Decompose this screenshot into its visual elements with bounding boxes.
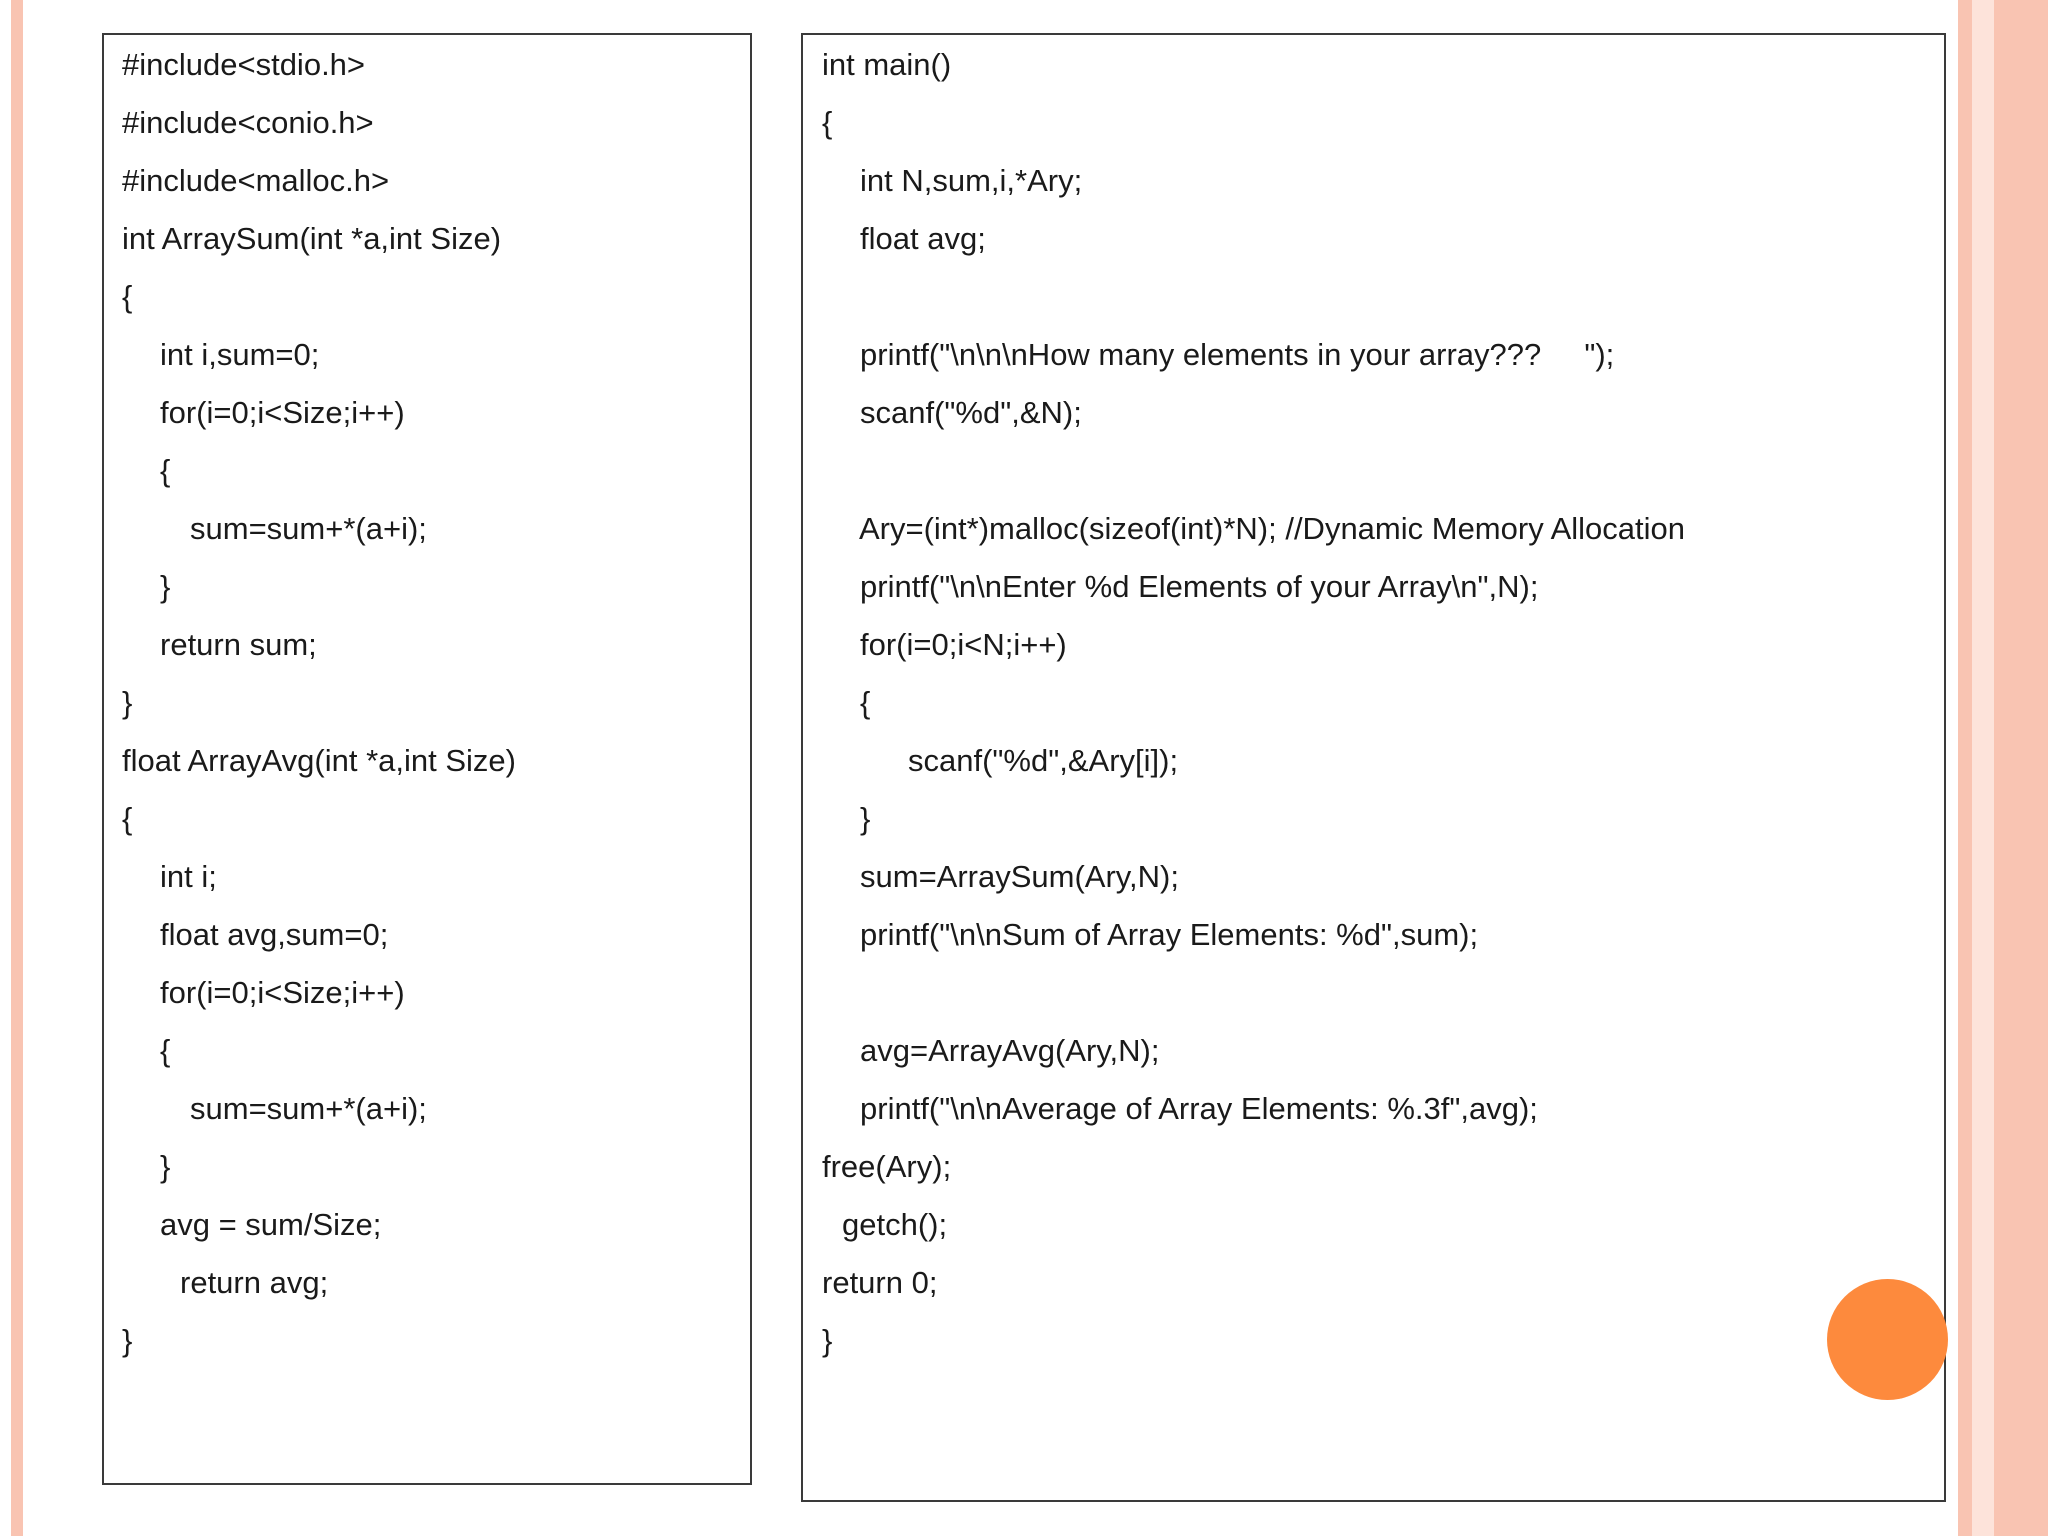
- right-decorative-stripe-edge: [1994, 0, 2048, 1536]
- code-line: printf("\n\nEnter %d Elements of your Array\n",N);: [860, 569, 1539, 604]
- code-line: printf("\n\nAverage of Array Elements: %.3f",avg);: [860, 1091, 1538, 1126]
- left-decorative-stripe: [11, 0, 23, 1536]
- code-line: avg = sum/Size;: [160, 1207, 382, 1242]
- code-line: int N,sum,i,*Ary;: [860, 163, 1083, 198]
- code-line: avg=ArrayAvg(Ary,N);: [860, 1033, 1160, 1068]
- code-line: for(i=0;i<Size;i++): [160, 975, 405, 1010]
- code-line: }: [122, 685, 133, 720]
- code-line: return sum;: [160, 627, 317, 662]
- code-line: int i;: [160, 859, 217, 894]
- code-line: free(Ary);: [822, 1149, 952, 1184]
- code-line: return 0;: [822, 1265, 938, 1300]
- code-line: #include<stdio.h>: [122, 47, 366, 82]
- code-line: #include<malloc.h>: [122, 163, 390, 198]
- code-line: int i,sum=0;: [160, 337, 320, 372]
- code-line: }: [122, 1323, 133, 1358]
- right-decorative-stripe-inner: [1972, 0, 1994, 1536]
- orange-accent-circle: [1827, 1279, 1948, 1400]
- code-line: }: [160, 569, 171, 604]
- code-line: float avg;: [860, 221, 986, 256]
- code-line: {: [122, 279, 133, 314]
- code-line: {: [160, 453, 171, 488]
- code-line: #include<conio.h>: [122, 105, 374, 140]
- code-line: float avg,sum=0;: [160, 917, 389, 952]
- code-line: getch();: [842, 1207, 948, 1242]
- code-line: return avg;: [180, 1265, 329, 1300]
- code-line: scanf("%d",&Ary[i]);: [908, 743, 1179, 778]
- code-line: Ary=(int*)malloc(sizeof(int)*N); //Dynamic Memory Allocation: [859, 511, 1686, 546]
- right-decorative-stripe-outer: [1958, 0, 1972, 1536]
- code-line: sum=sum+*(a+i);: [190, 1091, 427, 1126]
- code-line: for(i=0;i<N;i++): [860, 627, 1067, 662]
- code-line: {: [160, 1033, 171, 1068]
- code-line: int main(): [822, 47, 952, 82]
- code-line: {: [822, 105, 833, 140]
- code-line: for(i=0;i<Size;i++): [160, 395, 405, 430]
- code-line: float ArrayAvg(int *a,int Size): [122, 743, 516, 778]
- code-line: printf("\n\n\nHow many elements in your array??? ");: [860, 337, 1615, 372]
- code-line: scanf("%d",&N);: [860, 395, 1082, 430]
- code-line: }: [822, 1323, 833, 1358]
- code-line: {: [860, 685, 871, 720]
- code-line: {: [122, 801, 133, 836]
- code-line: int ArraySum(int *a,int Size): [122, 221, 502, 256]
- code-line: printf("\n\nSum of Array Elements: %d",sum);: [860, 917, 1479, 952]
- code-line: }: [160, 1149, 171, 1184]
- code-line: }: [860, 801, 871, 836]
- code-line: sum=ArraySum(Ary,N);: [860, 859, 1179, 894]
- code-line: sum=sum+*(a+i);: [190, 511, 427, 546]
